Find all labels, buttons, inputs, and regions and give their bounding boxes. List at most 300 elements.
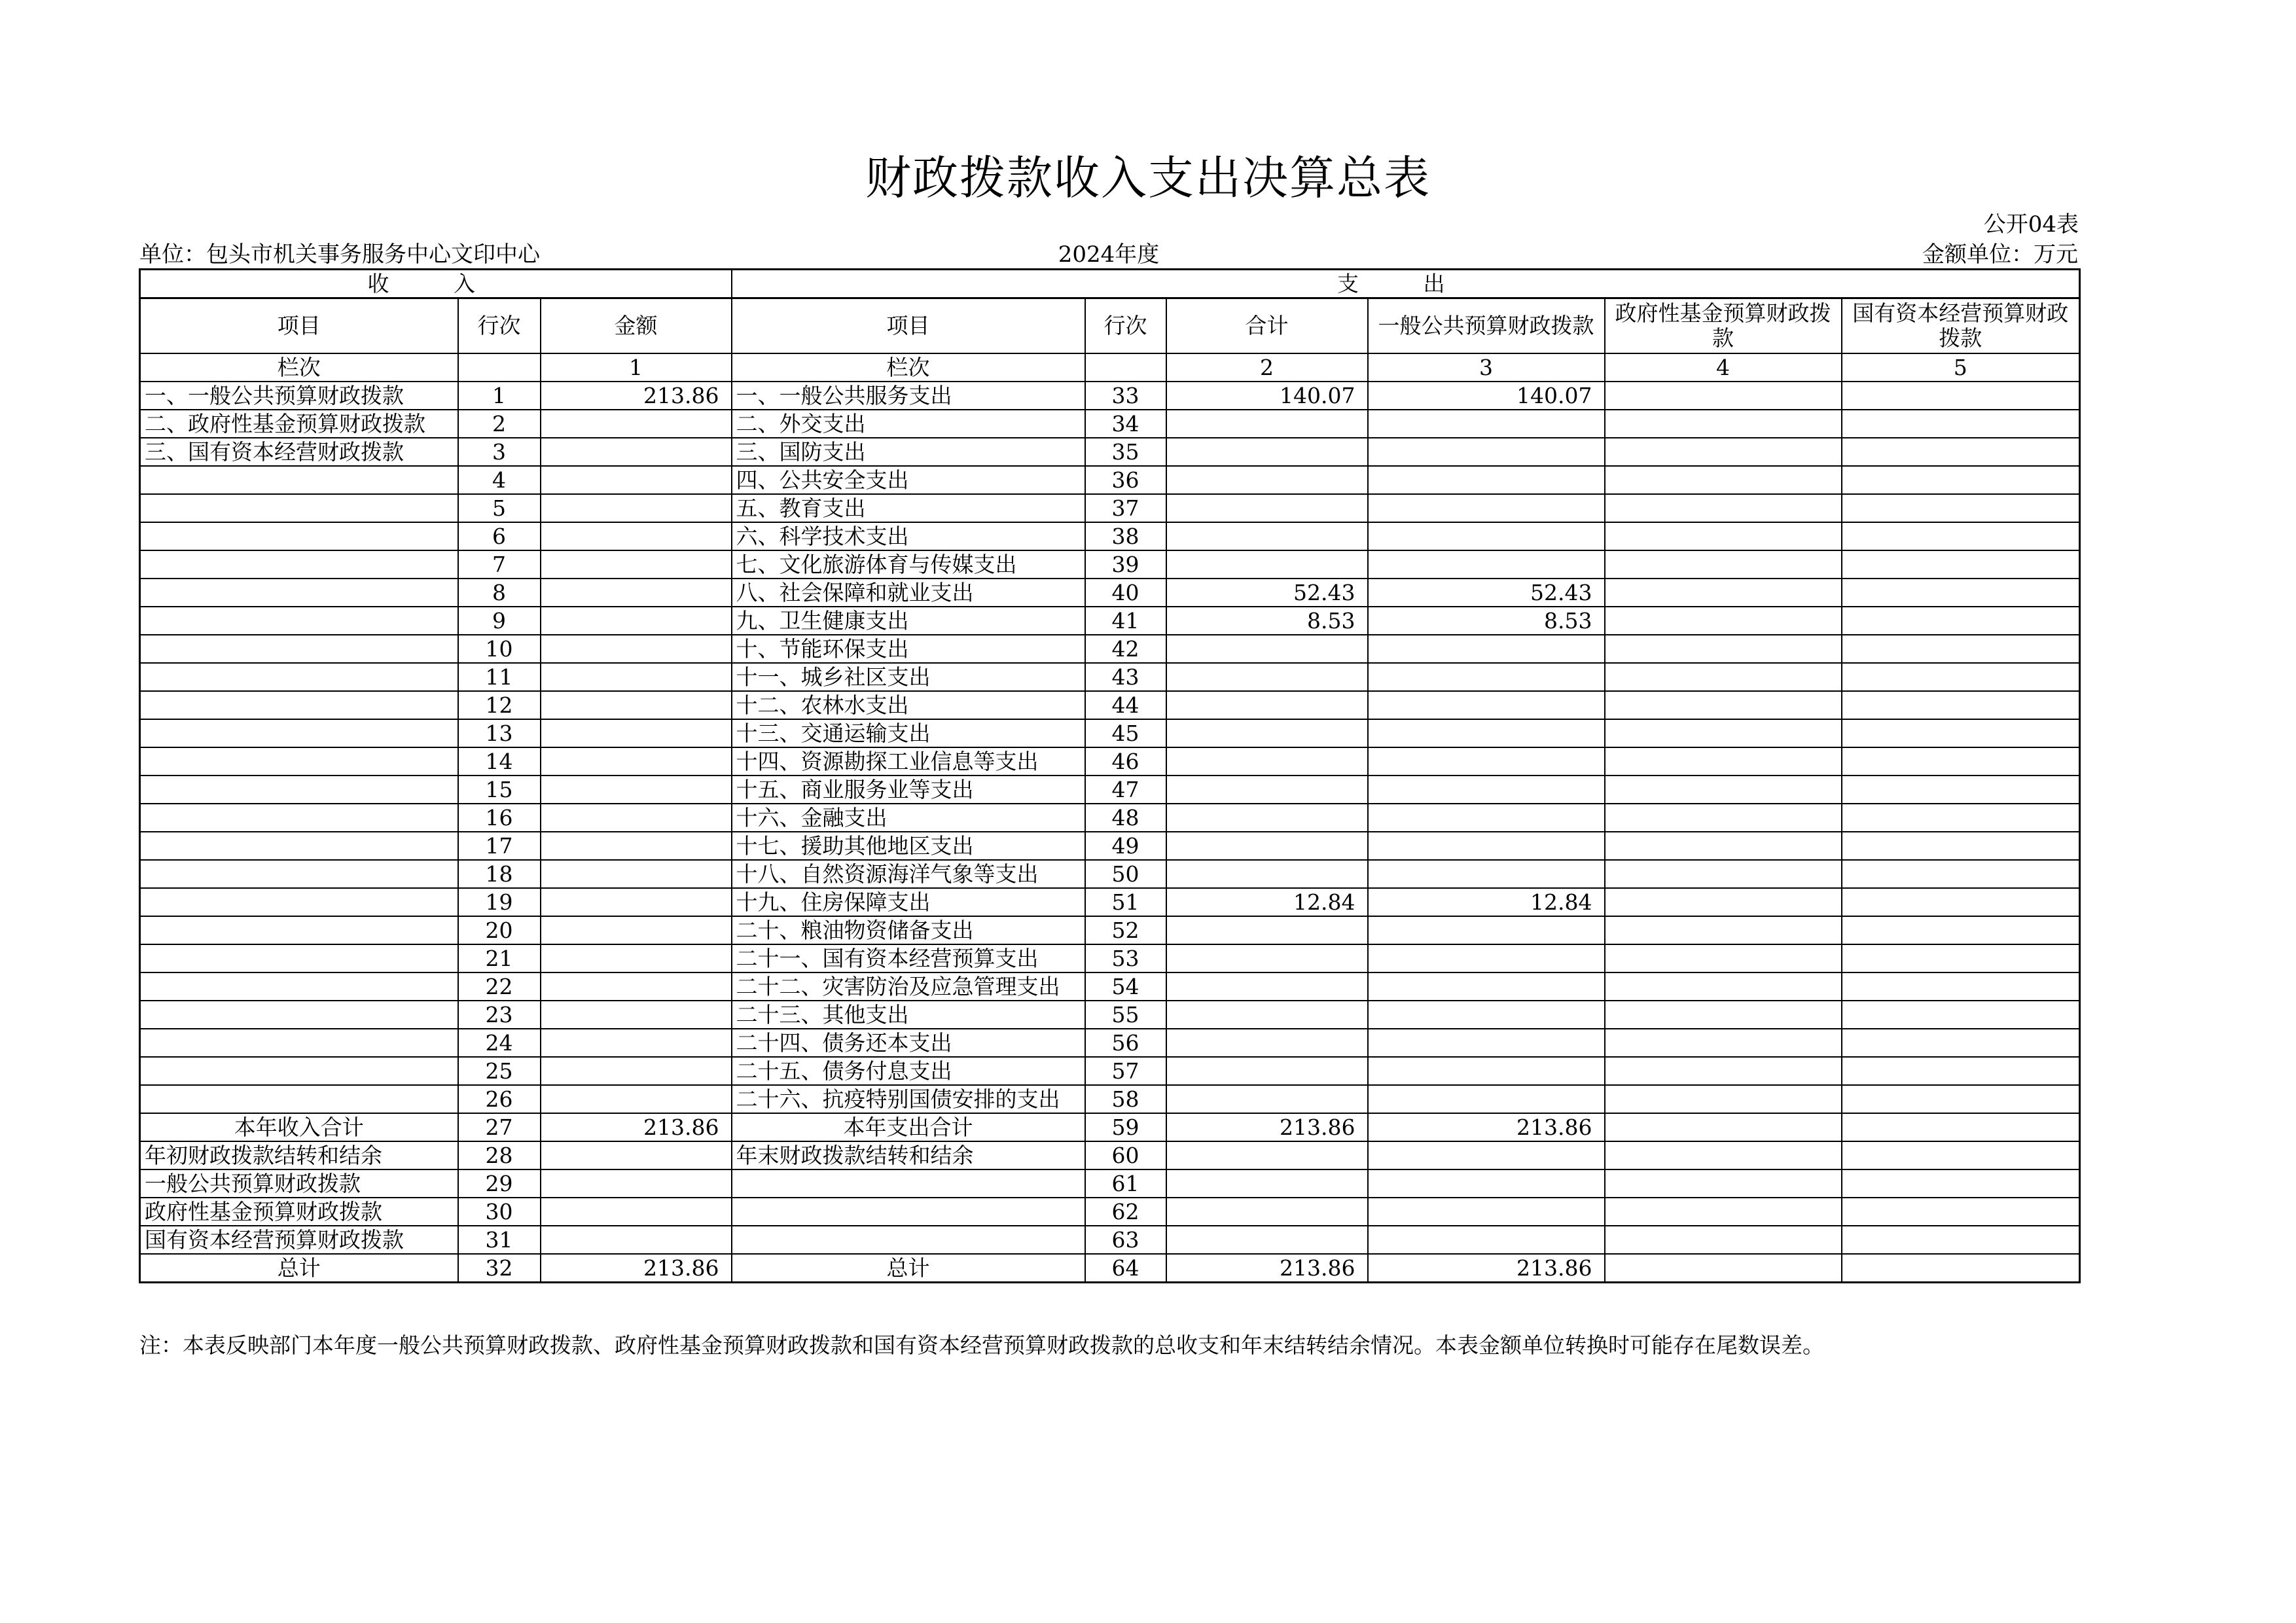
state-capital-cell [1842, 663, 2080, 691]
state-capital-cell [1842, 522, 2080, 550]
income-amount-cell [541, 1198, 732, 1226]
header-item: 项目 [140, 298, 458, 354]
expense-item-cell [732, 1198, 1085, 1226]
income-amount-cell [541, 438, 732, 466]
state-capital-cell [1842, 382, 2080, 410]
income-row-no-cell: 14 [458, 747, 541, 776]
budget-table [139, 268, 2081, 1283]
income-amount-cell [541, 691, 732, 719]
income-amount-cell [541, 916, 732, 944]
gov-fund-cell [1605, 1254, 1842, 1283]
income-row-no-cell: 21 [458, 944, 541, 972]
income-row-no-cell: 16 [458, 804, 541, 832]
income-amount-cell: 213.86 [541, 382, 732, 410]
general-budget-cell [1368, 776, 1605, 804]
income-item-cell [140, 466, 458, 494]
table-row [140, 776, 2080, 804]
income-item-cell [140, 691, 458, 719]
income-amount-cell [541, 466, 732, 494]
total-cell [1166, 776, 1368, 804]
table-row [140, 719, 2080, 747]
table-row [140, 1001, 2080, 1029]
table-code: 公开04表 [1983, 211, 2079, 238]
total-cell [1166, 804, 1368, 832]
expense-item-cell: 四、公共安全支出 [732, 466, 1085, 494]
income-item-cell [140, 663, 458, 691]
income-row-no-cell: 3 [458, 438, 541, 466]
general-budget-cell [1368, 1029, 1605, 1057]
table-row [140, 1057, 2080, 1085]
income-item-cell [140, 832, 458, 860]
income-row-no-cell: 7 [458, 550, 541, 579]
gov-fund-cell [1605, 1113, 1842, 1141]
total-cell [1166, 1001, 1368, 1029]
table-row [140, 1254, 2080, 1283]
expense-row-no-cell: 48 [1085, 804, 1166, 832]
general-budget-cell [1368, 1001, 1605, 1029]
income-row-no-cell: 5 [458, 494, 541, 522]
state-capital-cell [1842, 1226, 2080, 1254]
expense-item-cell: 二、外交支出 [732, 410, 1085, 438]
group-header-row [140, 270, 2080, 298]
general-budget-cell: 213.86 [1368, 1113, 1605, 1141]
expense-item-cell: 十一、城乡社区支出 [732, 663, 1085, 691]
general-budget-cell [1368, 522, 1605, 550]
general-budget-cell: 8.53 [1368, 607, 1605, 635]
income-item-cell [140, 719, 458, 747]
expense-item-cell: 二十三、其他支出 [732, 1001, 1085, 1029]
income-row-no-cell: 27 [458, 1113, 541, 1141]
state-capital-cell [1842, 494, 2080, 522]
meta-row [139, 238, 2078, 271]
table-row [140, 972, 2080, 1001]
state-capital-cell [1842, 1029, 2080, 1057]
general-budget-cell [1368, 719, 1605, 747]
money-unit-label: 金额单位：万元 [1922, 241, 2078, 268]
gov-fund-cell [1605, 944, 1842, 972]
expense-row-no-cell: 33 [1085, 382, 1166, 410]
table-row [140, 691, 2080, 719]
expense-row-no-cell: 35 [1085, 438, 1166, 466]
expense-item-cell: 十八、自然资源海洋气象等支出 [732, 860, 1085, 888]
table-row [140, 832, 2080, 860]
page-title: 财政拨款收入支出决算总表 [865, 151, 1431, 205]
income-amount-cell [541, 550, 732, 579]
general-budget-cell [1368, 663, 1605, 691]
income-amount-cell [541, 1001, 732, 1029]
state-capital-cell [1842, 635, 2080, 663]
general-budget-cell [1368, 494, 1605, 522]
income-row-no-cell: 22 [458, 972, 541, 1001]
general-budget-cell [1368, 1057, 1605, 1085]
col-blank [458, 353, 541, 382]
col-number-1: 1 [541, 353, 732, 382]
income-item-cell: 三、国有资本经营财政拨款 [140, 438, 458, 466]
gov-fund-cell [1605, 663, 1842, 691]
table-row [140, 916, 2080, 944]
income-item-cell: 政府性基金预算财政拨款 [140, 1198, 458, 1226]
total-cell [1166, 691, 1368, 719]
gov-fund-cell [1605, 972, 1842, 1001]
year-label: 2024年度 [1058, 241, 1160, 268]
income-item-cell [140, 804, 458, 832]
table-row [140, 888, 2080, 916]
expense-row-no-cell: 58 [1085, 1085, 1166, 1113]
gov-fund-cell [1605, 719, 1842, 747]
expense-row-no-cell: 54 [1085, 972, 1166, 1001]
total-cell [1166, 1198, 1368, 1226]
gov-fund-cell [1605, 410, 1842, 438]
gov-fund-cell [1605, 1057, 1842, 1085]
income-item-cell [140, 1029, 458, 1057]
income-row-no-cell: 4 [458, 466, 541, 494]
state-capital-cell [1842, 1085, 2080, 1113]
income-item-cell: 国有资本经营预算财政拨款 [140, 1226, 458, 1254]
gov-fund-cell [1605, 776, 1842, 804]
total-cell: 213.86 [1166, 1113, 1368, 1141]
col-number-4: 4 [1605, 353, 1842, 382]
expense-row-no-cell: 49 [1085, 832, 1166, 860]
expense-item-cell: 十七、援助其他地区支出 [732, 832, 1085, 860]
total-cell [1166, 1141, 1368, 1169]
gov-fund-cell [1605, 1141, 1842, 1169]
general-budget-cell [1368, 1141, 1605, 1169]
expense-row-no-cell: 42 [1085, 635, 1166, 663]
expense-item-cell: 六、科学技术支出 [732, 522, 1085, 550]
expense-item-cell: 八、社会保障和就业支出 [732, 579, 1085, 607]
state-capital-cell [1842, 691, 2080, 719]
expense-item-cell: 九、卫生健康支出 [732, 607, 1085, 635]
income-row-no-cell: 9 [458, 607, 541, 635]
income-row-no-cell: 6 [458, 522, 541, 550]
state-capital-cell [1842, 1113, 2080, 1141]
income-amount-cell [541, 1085, 732, 1113]
income-amount-cell [541, 663, 732, 691]
expense-row-no-cell: 34 [1085, 410, 1166, 438]
expense-item-cell: 十、节能环保支出 [732, 635, 1085, 663]
gov-fund-cell [1605, 691, 1842, 719]
expense-group-header: 支 出 [732, 270, 2080, 298]
table-row [140, 1169, 2080, 1198]
gov-fund-cell [1605, 832, 1842, 860]
general-budget-cell: 12.84 [1368, 888, 1605, 916]
income-item-cell [140, 635, 458, 663]
expense-item-cell [732, 1226, 1085, 1254]
table-row [140, 410, 2080, 438]
state-capital-cell [1842, 804, 2080, 832]
expense-row-no-cell: 41 [1085, 607, 1166, 635]
expense-item-cell: 五、教育支出 [732, 494, 1085, 522]
income-row-no-cell: 19 [458, 888, 541, 916]
total-cell [1166, 1169, 1368, 1198]
total-cell [1166, 663, 1368, 691]
income-row-no-cell: 18 [458, 860, 541, 888]
total-cell [1166, 972, 1368, 1001]
table-row [140, 804, 2080, 832]
income-item-cell [140, 550, 458, 579]
state-capital-cell [1842, 466, 2080, 494]
income-row-no-cell: 11 [458, 663, 541, 691]
expense-item-cell: 二十二、灾害防治及应急管理支出 [732, 972, 1085, 1001]
total-cell [1166, 438, 1368, 466]
income-amount-cell [541, 832, 732, 860]
header-expense-item: 项目 [732, 298, 1085, 354]
general-budget-cell: 213.86 [1368, 1254, 1605, 1283]
total-cell [1166, 860, 1368, 888]
state-capital-cell [1842, 719, 2080, 747]
total-cell [1166, 522, 1368, 550]
income-amount-cell [541, 522, 732, 550]
expense-col-label: 栏次 [732, 353, 1085, 382]
expense-row-no-cell: 36 [1085, 466, 1166, 494]
table-row [140, 1029, 2080, 1057]
state-capital-cell [1842, 1169, 2080, 1198]
expense-item-cell: 十三、交通运输支出 [732, 719, 1085, 747]
header-amount: 金额 [541, 298, 732, 354]
income-row-no-cell: 17 [458, 832, 541, 860]
state-capital-cell [1842, 1057, 2080, 1085]
table-row [140, 635, 2080, 663]
income-item-cell [140, 888, 458, 916]
general-budget-cell [1368, 804, 1605, 832]
income-row-no-cell: 8 [458, 579, 541, 607]
table-row [140, 1198, 2080, 1226]
general-budget-cell [1368, 635, 1605, 663]
expense-item-cell: 十六、金融支出 [732, 804, 1085, 832]
state-capital-cell [1842, 1254, 2080, 1283]
table-row [140, 860, 2080, 888]
income-item-cell [140, 522, 458, 550]
general-budget-cell [1368, 972, 1605, 1001]
state-capital-cell [1842, 607, 2080, 635]
income-row-no-cell: 26 [458, 1085, 541, 1113]
expense-row-no-cell: 47 [1085, 776, 1166, 804]
income-amount-cell [541, 747, 732, 776]
income-item-cell [140, 607, 458, 635]
general-budget-cell [1368, 1198, 1605, 1226]
table-row [140, 1141, 2080, 1169]
income-amount-cell [541, 888, 732, 916]
table-row [140, 382, 2080, 410]
income-row-no-cell: 2 [458, 410, 541, 438]
expense-row-no-cell: 51 [1085, 888, 1166, 916]
total-cell: 213.86 [1166, 1254, 1368, 1283]
general-budget-cell [1368, 1085, 1605, 1113]
state-capital-cell [1842, 972, 2080, 1001]
expense-row-no-cell: 56 [1085, 1029, 1166, 1057]
income-amount-cell [541, 944, 732, 972]
income-row-no-cell: 12 [458, 691, 541, 719]
state-capital-cell [1842, 1198, 2080, 1226]
table-row [140, 550, 2080, 579]
state-capital-cell [1842, 410, 2080, 438]
general-budget-cell [1368, 916, 1605, 944]
income-row-no-cell: 31 [458, 1226, 541, 1254]
expense-item-cell: 三、国防支出 [732, 438, 1085, 466]
expense-row-no-cell: 46 [1085, 747, 1166, 776]
state-capital-cell [1842, 1001, 2080, 1029]
gov-fund-cell [1605, 888, 1842, 916]
table-row [140, 438, 2080, 466]
expense-row-no-cell: 64 [1085, 1254, 1166, 1283]
table-row [140, 494, 2080, 522]
income-amount-cell [541, 494, 732, 522]
total-cell [1166, 747, 1368, 776]
expense-row-no-cell: 60 [1085, 1141, 1166, 1169]
income-item-cell [140, 1001, 458, 1029]
expense-item-cell: 二十一、国有资本经营预算支出 [732, 944, 1085, 972]
expense-row-no-cell: 59 [1085, 1113, 1166, 1141]
gov-fund-cell [1605, 466, 1842, 494]
gov-fund-cell [1605, 607, 1842, 635]
total-cell [1166, 832, 1368, 860]
expense-item-cell: 年末财政拨款结转和结余 [732, 1141, 1085, 1169]
total-cell: 52.43 [1166, 579, 1368, 607]
expense-row-no-cell: 62 [1085, 1198, 1166, 1226]
income-amount-cell [541, 1226, 732, 1254]
col-number-2: 2 [1166, 353, 1368, 382]
expense-row-no-cell: 43 [1085, 663, 1166, 691]
income-amount-cell [541, 1141, 732, 1169]
income-row-no-cell: 20 [458, 916, 541, 944]
gov-fund-cell [1605, 1169, 1842, 1198]
table-row [140, 579, 2080, 607]
expense-row-no-cell: 55 [1085, 1001, 1166, 1029]
general-budget-cell [1368, 944, 1605, 972]
gov-fund-cell [1605, 382, 1842, 410]
expense-item-cell: 本年支出合计 [732, 1113, 1085, 1141]
income-amount-cell [541, 860, 732, 888]
general-budget-cell: 52.43 [1368, 579, 1605, 607]
income-item-cell [140, 1085, 458, 1113]
state-capital-cell [1842, 579, 2080, 607]
total-cell [1166, 1029, 1368, 1057]
income-item-cell: 二、政府性基金预算财政拨款 [140, 410, 458, 438]
gov-fund-cell [1605, 916, 1842, 944]
gov-fund-cell [1605, 747, 1842, 776]
expense-row-no-cell: 53 [1085, 944, 1166, 972]
income-item-cell [140, 776, 458, 804]
income-amount-cell: 213.86 [541, 1254, 732, 1283]
general-budget-cell [1368, 860, 1605, 888]
expense-row-no-cell: 39 [1085, 550, 1166, 579]
expense-row-no-cell: 38 [1085, 522, 1166, 550]
total-cell [1166, 494, 1368, 522]
header-row-no: 行次 [458, 298, 541, 354]
column-header-row [140, 298, 2080, 354]
income-row-no-cell: 25 [458, 1057, 541, 1085]
income-item-cell [140, 944, 458, 972]
income-amount-cell [541, 972, 732, 1001]
general-budget-cell [1368, 466, 1605, 494]
col-number-5: 5 [1842, 353, 2080, 382]
income-amount-cell [541, 607, 732, 635]
total-cell: 8.53 [1166, 607, 1368, 635]
unit-label: 单位：包头市机关事务服务中心文印中心 [139, 241, 540, 268]
income-amount-cell [541, 1169, 732, 1198]
income-row-no-cell: 1 [458, 382, 541, 410]
column-number-row [140, 353, 2080, 382]
income-amount-cell [541, 776, 732, 804]
income-amount-cell [541, 579, 732, 607]
income-amount-cell [541, 719, 732, 747]
expense-item-cell: 二十五、债务付息支出 [732, 1057, 1085, 1085]
income-row-no-cell: 23 [458, 1001, 541, 1029]
income-row-no-cell: 15 [458, 776, 541, 804]
gov-fund-cell [1605, 1085, 1842, 1113]
income-item-cell: 本年收入合计 [140, 1113, 458, 1141]
state-capital-cell [1842, 747, 2080, 776]
income-item-cell: 年初财政拨款结转和结余 [140, 1141, 458, 1169]
table-row [140, 607, 2080, 635]
general-budget-cell [1368, 832, 1605, 860]
header-general-budget: 一般公共预算财政拨款 [1368, 298, 1605, 354]
total-cell [1166, 916, 1368, 944]
state-capital-cell [1842, 888, 2080, 916]
expense-row-no-cell: 57 [1085, 1057, 1166, 1085]
total-cell [1166, 635, 1368, 663]
total-cell [1166, 550, 1368, 579]
gov-fund-cell [1605, 579, 1842, 607]
col-blank [1085, 353, 1166, 382]
gov-fund-cell [1605, 635, 1842, 663]
gov-fund-cell [1605, 550, 1842, 579]
income-row-no-cell: 28 [458, 1141, 541, 1169]
gov-fund-cell [1605, 494, 1842, 522]
income-item-cell: 总计 [140, 1254, 458, 1283]
header-gov-fund: 政府性基金预算财政拨款 [1605, 298, 1842, 354]
total-cell [1166, 466, 1368, 494]
general-budget-cell [1368, 438, 1605, 466]
expense-item-cell [732, 1169, 1085, 1198]
expense-item-cell: 十四、资源勘探工业信息等支出 [732, 747, 1085, 776]
income-item-cell [140, 1057, 458, 1085]
footnote: 注：本表反映部门本年度一般公共预算财政拨款、政府性基金预算财政拨款和国有资本经营预算财政拨款的总收支和年末结转结余情况。本表金额单位转换时可能存在尾数误差。 [139, 1332, 1824, 1358]
income-item-cell [140, 860, 458, 888]
income-amount-cell: 213.86 [541, 1113, 732, 1141]
table-row [140, 466, 2080, 494]
gov-fund-cell [1605, 860, 1842, 888]
expense-row-no-cell: 52 [1085, 916, 1166, 944]
income-row-no-cell: 24 [458, 1029, 541, 1057]
income-amount-cell [541, 1057, 732, 1085]
general-budget-cell [1368, 1226, 1605, 1254]
income-item-cell [140, 579, 458, 607]
gov-fund-cell [1605, 1001, 1842, 1029]
income-item-cell [140, 747, 458, 776]
expense-item-cell: 十二、农林水支出 [732, 691, 1085, 719]
state-capital-cell [1842, 438, 2080, 466]
income-item-cell: 一般公共预算财政拨款 [140, 1169, 458, 1198]
general-budget-cell [1368, 1169, 1605, 1198]
col-label: 栏次 [140, 353, 458, 382]
income-amount-cell [541, 635, 732, 663]
expense-item-cell: 二十六、抗疫特别国债安排的支出 [732, 1085, 1085, 1113]
total-cell [1166, 1057, 1368, 1085]
header-state-capital: 国有资本经营预算财政拨款 [1842, 298, 2080, 354]
income-item-cell: 一、一般公共预算财政拨款 [140, 382, 458, 410]
state-capital-cell [1842, 776, 2080, 804]
table-row [140, 1226, 2080, 1254]
expense-item-cell: 十五、商业服务业等支出 [732, 776, 1085, 804]
general-budget-cell [1368, 691, 1605, 719]
expense-item-cell: 二十、粮油物资储备支出 [732, 916, 1085, 944]
state-capital-cell [1842, 1141, 2080, 1169]
header-expense-row-no: 行次 [1085, 298, 1166, 354]
total-cell: 140.07 [1166, 382, 1368, 410]
expense-row-no-cell: 63 [1085, 1226, 1166, 1254]
state-capital-cell [1842, 550, 2080, 579]
